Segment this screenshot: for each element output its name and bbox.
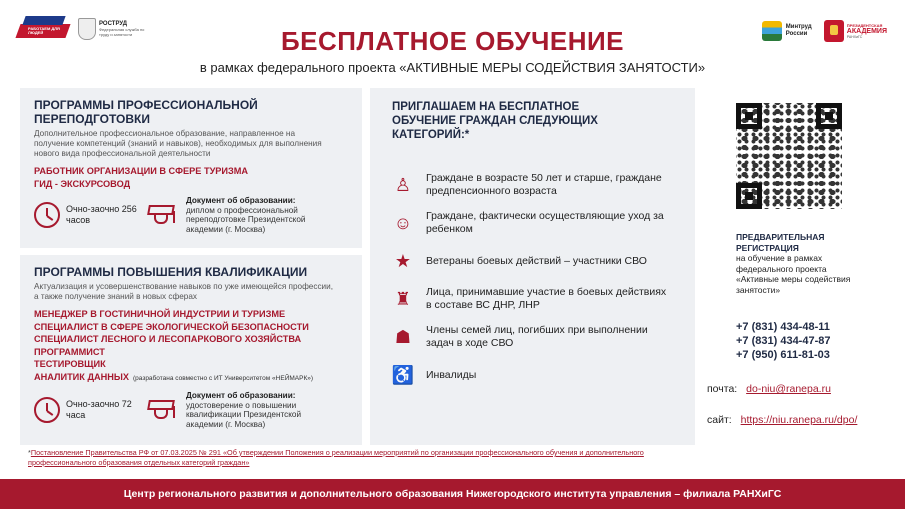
- category-item: [392, 172, 673, 198]
- registration-info: [736, 232, 896, 295]
- category-text: Граждане, фактически осуществляющие уход за ребенком: [426, 210, 664, 235]
- page-subtitle: в рамках федерального проекта «АКТИВНЫЕ МЕРЫ СОДЕЙСТВИЯ ЗАНЯТОСТИ»: [199, 60, 706, 75]
- parent-child-icon: ☺: [393, 213, 413, 233]
- site-label: сайт:: [707, 414, 732, 426]
- qualification-hours: Очно-заочно 72 часа: [66, 399, 132, 420]
- program-item: ПРОГРАММИСТ: [34, 346, 105, 357]
- categories-panel: [370, 88, 695, 445]
- rabotaem-dlya-lyudey-logo: РАБОТАЕМ ДЛЯ ЛЮДЕЙ: [18, 14, 70, 44]
- program-item: МЕНЕДЖЕР В ГОСТИНИЧНОЙ ИНДУСТРИИ И ТУРИЗМЕ: [34, 309, 286, 319]
- retraining-title: ПРОГРАММЫ ПРОФЕССИОНАЛЬНОЙ ПЕРЕПОДГОТОВКИ: [34, 98, 258, 126]
- phone-number[interactable]: +7 (831) 434-47-87: [736, 335, 831, 347]
- graduation-cap-icon: [146, 203, 178, 227]
- rostrud-name: РОСТРУД: [99, 21, 128, 27]
- program-item: АНАЛИТИК ДАННЫХ (разработана совместно с ИТ Университетом «НЕЙМАРК»): [34, 371, 314, 382]
- site-link[interactable]: https://niu.ranepa.ru/dpo/: [740, 414, 858, 426]
- program-note: (разработана совместно с ИТ Университетом «НЕЙМАРК»): [133, 374, 314, 382]
- mail-contact: [707, 383, 831, 395]
- categories-list: [392, 172, 673, 388]
- retraining-document: Документ об образовании: диплом о профессиональной переподготовке Президентской академии (г. Москва): [186, 196, 306, 234]
- retraining-info: [34, 196, 348, 234]
- program-item: ГИД - ЭКСКУРСОВОД: [34, 178, 131, 189]
- registration-title: ПРЕДВАРИТЕЛЬНАЯ РЕГИСТРАЦИЯ: [736, 232, 825, 253]
- retraining-panel: [20, 88, 362, 248]
- registration-text: на обучение в рамках федерального проекта «Активные меры содействия занятости»: [736, 253, 851, 295]
- clock-icon: [34, 202, 60, 228]
- category-item: [392, 248, 673, 274]
- qualification-document: Документ об образовании: удостоверение о повышении квалификации Президентской академии (г. Москва): [186, 391, 302, 429]
- retraining-programs: [34, 165, 348, 190]
- academy-logo: ПРЕЗИДЕНТСКАЯ АКАДЕМИЯ РАНХиГС: [824, 20, 887, 42]
- program-item: СПЕЦИАЛИСТ В СФЕРЕ ЭКОЛОГИЧЕСКОЙ БЕЗОПАСНОСТИ: [34, 321, 309, 332]
- categories-title: ПРИГЛАШАЕМ НА БЕСПЛАТНОЕ ОБУЧЕНИЕ ГРАЖДАН СЛЕДУЮЩИХ КАТЕГОРИЙ:*: [392, 101, 598, 141]
- program-item: РАБОТНИК ОРГАНИЗАЦИИ В СФЕРЕ ТУРИЗМА: [34, 166, 249, 176]
- page-title: БЕСПЛАТНОЕ ОБУЧЕНИЕ: [280, 26, 625, 56]
- category-text: Лица, принимавшие участие в боевых действиях в составе ВС ДНР, ЛНР: [426, 286, 667, 311]
- wheelchair-icon: ♿: [391, 365, 415, 385]
- qr-code[interactable]: [736, 103, 842, 209]
- category-item: [392, 286, 673, 312]
- program-item: ТЕСТИРОВЩИК: [34, 359, 106, 369]
- category-text: Ветераны боевых действий – участники СВО: [426, 254, 647, 267]
- footer-bar: Центр регионального развития и дополнительного образования Нижегородского института управления – филиала РАНХиГС: [0, 479, 905, 509]
- qualification-title: ПРОГРАММЫ ПОВЫШЕНИЯ КВАЛИФИКАЦИИ: [34, 265, 308, 279]
- footnote: *Постановление Правительства РФ от 07.03.2025 № 291 «Об утверждении Положения о реализации мероприятий по организации профессионального обучения и дополнительного профессионального образования отдельных категорий граждан»: [28, 448, 644, 467]
- medal-icon: ★: [394, 251, 412, 271]
- category-text: Граждане в возрасте 50 лет и старше, граждане предпенсионного возраста: [426, 172, 662, 197]
- program-item: СПЕЦИАЛИСТ ЛЕСНОГО И ЛЕСОПАРКОВОГО ХОЗЯЙСТВА: [34, 334, 302, 344]
- clock-icon: [34, 397, 60, 423]
- qualification-info: [34, 391, 348, 429]
- category-text: Члены семей лиц, погибших при выполнении задач в ходе СВО: [426, 324, 648, 349]
- retraining-hours: Очно-заочно 256 часов: [66, 204, 137, 225]
- category-item: [392, 362, 673, 388]
- category-text: Инвалиды: [426, 368, 477, 381]
- family-icon: ☗: [394, 327, 412, 347]
- phone-list: [736, 320, 830, 362]
- category-item: [392, 210, 673, 236]
- mintrud-logo: Минтруд России: [762, 21, 816, 41]
- elderly-person-icon: ♙: [394, 175, 412, 195]
- mail-link[interactable]: do-niu@ranepa.ru: [746, 383, 831, 395]
- soldier-icon: ♜: [394, 289, 412, 309]
- mail-label: почта:: [707, 383, 738, 395]
- phone-number[interactable]: +7 (950) 611-81-03: [736, 349, 830, 361]
- qualification-description: Актуализация и усовершенствование навыков по уже имеющейся профессии, а также получение знаний в новых сферах: [34, 282, 333, 301]
- category-item: [392, 324, 673, 350]
- rostrud-subtitle: Федеральная служба по труду и занятости: [99, 27, 145, 37]
- retraining-description: Дополнительное профессиональное образование, направленное на получение компетенций (знаний и навыков), необходимых для выполнения нового вида профессиональной деятельности: [34, 129, 322, 158]
- site-contact: [707, 414, 857, 426]
- phone-number[interactable]: +7 (831) 434-48-11: [736, 321, 830, 333]
- footnote-link[interactable]: Постановление Правительства РФ от 07.03.2025 № 291 «Об утверждении Положения о реализации мероприятий по организации профессионального обучения и дополнительного профессионального образования отдельных категорий граждан»: [28, 448, 644, 467]
- qualification-programs: [34, 308, 348, 385]
- graduation-cap-icon: [146, 398, 178, 422]
- qualification-panel: [20, 255, 362, 445]
